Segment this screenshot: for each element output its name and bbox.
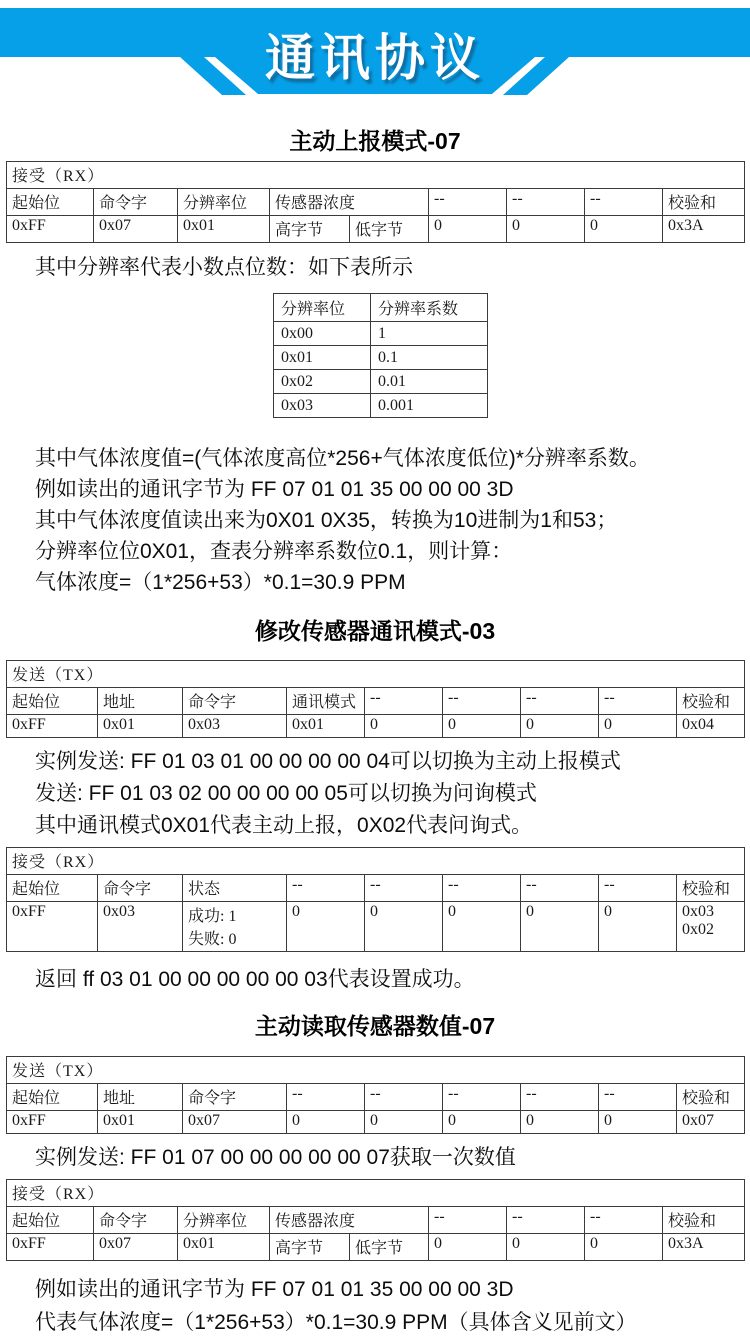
col-header: -- <box>287 1084 365 1111</box>
cell-value: 0.01 <box>371 370 488 394</box>
modify-mode-notes <box>0 746 750 842</box>
col-header: -- <box>507 1207 585 1234</box>
cell-value: 0 <box>287 1111 365 1134</box>
cell-value: 低字节 <box>350 1234 429 1261</box>
cell-value: 0x07 <box>94 216 178 243</box>
table-row <box>274 346 488 370</box>
para-line: 实例发送: FF 01 03 01 00 00 00 00 04可以切换为主动上报模式 <box>35 750 621 773</box>
section-title-read-value: 主动读取传感器数值-07 <box>254 1013 496 1039</box>
cell-value: 高字节 <box>270 1234 350 1261</box>
cell-value: 0x00 <box>274 322 371 346</box>
cell-value: 0 <box>429 1234 507 1261</box>
cell-value: 0x03 <box>274 394 371 418</box>
col-header: 分辨率位 <box>178 1207 270 1234</box>
table-row <box>7 189 745 216</box>
cell-value: 0 <box>365 1111 443 1134</box>
col-header: -- <box>599 875 677 902</box>
col-header: -- <box>443 688 521 715</box>
cell-value: 0 <box>507 216 585 243</box>
col-header: 校验和 <box>677 875 745 902</box>
col-header: -- <box>521 688 599 715</box>
note-resolution: 其中分辨率代表小数点位数：如下表所示 <box>35 256 413 279</box>
cell-value: 0 <box>365 902 443 952</box>
cell-value: 0x3A <box>663 1234 745 1261</box>
col-header: 校验和 <box>663 1207 745 1234</box>
table-row <box>274 294 488 322</box>
cell-value: 0x01 <box>274 346 371 370</box>
cell-value: 0 <box>429 216 507 243</box>
col-header: -- <box>287 875 365 902</box>
col-header: -- <box>443 1084 521 1111</box>
cell-value: 0x01 <box>178 1234 270 1261</box>
table-row <box>7 1057 745 1084</box>
col-header: 命令字 <box>98 875 183 902</box>
cell-value: 0 <box>287 902 365 952</box>
col-header: 校验和 <box>677 688 745 715</box>
section-title-report-mode: 主动上报模式-07 <box>289 128 461 154</box>
para-line: 发送: FF 01 03 02 00 00 00 00 05可以切换为问询模式 <box>35 782 537 805</box>
table-row <box>7 1234 745 1261</box>
para-line: 代表气体浓度=（1*256+53）*0.1=30.9 PPM（具体含义见前文） <box>35 1311 637 1334</box>
cell-value: 0 <box>599 902 677 952</box>
para-line: 例如读出的通讯字节为 FF 07 01 01 35 00 00 00 3D <box>35 478 514 501</box>
col-header: -- <box>429 189 507 216</box>
col-header: 分辨率系数 <box>371 294 488 322</box>
col-header: 命令字 <box>183 1084 287 1111</box>
cell-value: 0xFF <box>7 902 98 952</box>
cell-value: 0x07 <box>183 1111 287 1134</box>
table-row <box>7 1111 745 1134</box>
col-header: 起始位 <box>7 189 94 216</box>
cell-value: 0x01 <box>98 1111 183 1134</box>
para-line: 其中气体浓度值读出来为0X01 0X35，转换为10进制为1和53； <box>35 509 618 532</box>
table-row <box>7 162 745 189</box>
para-line: 分辨率位位0X01，查表分辨率系数位0.1，则计算： <box>35 540 513 563</box>
cell-value: 0x03 <box>98 902 183 952</box>
table-caption: 发送（TX） <box>7 661 745 688</box>
resolution-table <box>273 293 488 418</box>
col-header: -- <box>365 688 443 715</box>
table-row <box>7 902 745 952</box>
col-header: 分辨率位 <box>274 294 371 322</box>
cell-value: 1 <box>371 322 488 346</box>
cell-value: 0xFF <box>7 715 98 738</box>
table-row <box>274 394 488 418</box>
col-header: 地址 <box>98 688 183 715</box>
cell-value: 0 <box>521 1111 599 1134</box>
col-header: 传感器浓度 <box>270 1207 429 1234</box>
col-header: -- <box>365 875 443 902</box>
col-header: 命令字 <box>94 1207 178 1234</box>
table-row <box>7 848 745 875</box>
col-header: 通讯模式 <box>287 688 365 715</box>
col-header: -- <box>365 1084 443 1111</box>
cell-value: 0 <box>365 715 443 738</box>
tx-table-modify <box>6 660 745 738</box>
cell-value: 0 <box>585 1234 663 1261</box>
table-row <box>7 1084 745 1111</box>
cell-value: 0 <box>443 715 521 738</box>
col-header: 起始位 <box>7 688 98 715</box>
col-header: 起始位 <box>7 875 98 902</box>
para-line: 例如读出的通讯字节为 FF 07 01 01 35 00 00 00 3D <box>35 1278 514 1301</box>
col-header: 分辨率位 <box>178 189 270 216</box>
col-header: 命令字 <box>183 688 287 715</box>
calc-paragraph <box>0 443 750 598</box>
cell-value: 0x01 <box>287 715 365 738</box>
cell-value: 0.001 <box>371 394 488 418</box>
checksum-line: 0x03 <box>682 903 714 920</box>
col-header: 起始位 <box>7 1207 94 1234</box>
status-success: 成功: 1 <box>188 908 237 925</box>
page-title: 通讯协议 <box>265 30 485 86</box>
col-header: -- <box>585 189 663 216</box>
note-return-success: 返回 ff 03 01 00 00 00 00 00 03代表设置成功。 <box>35 968 475 991</box>
cell-value: 0.1 <box>371 346 488 370</box>
cell-value: 0x07 <box>677 1111 745 1134</box>
table-row <box>7 875 745 902</box>
note-send-example: 实例发送: FF 01 07 00 00 00 00 00 07获取一次数值 <box>35 1146 516 1169</box>
rx-table-report <box>6 161 745 243</box>
cell-value: 0xFF <box>7 216 94 243</box>
tx-table-read <box>6 1056 745 1134</box>
table-caption: 接受（RX） <box>7 848 745 875</box>
table-row <box>7 1180 745 1207</box>
cell-value: 0 <box>521 902 599 952</box>
para-line: 其中通讯模式0X01代表主动上报，0X02代表问询式。 <box>35 814 533 837</box>
col-header: -- <box>599 1084 677 1111</box>
col-header: 命令字 <box>94 189 178 216</box>
cell-value: 0x01 <box>178 216 270 243</box>
cell-value: 0x07 <box>94 1234 178 1261</box>
col-header: 地址 <box>98 1084 183 1111</box>
table-row <box>274 370 488 394</box>
cell-value: 高字节 <box>270 216 350 243</box>
col-header: -- <box>599 688 677 715</box>
col-header: -- <box>507 189 585 216</box>
table-row <box>274 322 488 346</box>
para-line: 气体浓度=（1*256+53）*0.1=30.9 PPM <box>35 571 406 594</box>
table-caption: 发送（TX） <box>7 1057 745 1084</box>
col-header: -- <box>585 1207 663 1234</box>
cell-value: 0 <box>521 715 599 738</box>
table-row <box>7 216 745 243</box>
cell-value: 0xFF <box>7 1234 94 1261</box>
cell-value: 0 <box>599 1111 677 1134</box>
cell-value: 0x04 <box>677 715 745 738</box>
table-row <box>7 688 745 715</box>
col-header: 状态 <box>183 875 287 902</box>
table-row <box>7 1207 745 1234</box>
cell-value: 0x03 <box>183 715 287 738</box>
table-caption: 接受（RX） <box>7 1180 745 1207</box>
checksum-line: 0x02 <box>682 921 714 938</box>
cell-value: 0 <box>443 902 521 952</box>
col-header: 传感器浓度 <box>270 189 429 216</box>
cell-value: 0 <box>507 1234 585 1261</box>
para-line: 其中气体浓度值=(气体浓度高位*256+气体浓度低位)*分辨率系数。 <box>35 447 650 470</box>
cell-checksum <box>677 902 745 952</box>
table-row <box>7 661 745 688</box>
col-header: 校验和 <box>663 189 745 216</box>
col-header: -- <box>429 1207 507 1234</box>
table-caption: 接受（RX） <box>7 162 745 189</box>
cell-value: 0 <box>585 216 663 243</box>
cell-value: 低字节 <box>350 216 429 243</box>
read-value-notes <box>0 1273 750 1339</box>
status-fail: 失败: 0 <box>188 931 237 948</box>
col-header: -- <box>443 875 521 902</box>
col-header: -- <box>521 875 599 902</box>
table-row <box>7 715 745 738</box>
rx-table-read <box>6 1179 745 1261</box>
cell-value: 0xFF <box>7 1111 98 1134</box>
col-header: 校验和 <box>677 1084 745 1111</box>
cell-value: 0x3A <box>663 216 745 243</box>
cell-value: 0 <box>599 715 677 738</box>
section-title-modify-mode: 修改传感器通讯模式-03 <box>254 618 496 644</box>
rx-table-modify-status <box>6 847 745 952</box>
cell-status <box>183 902 287 952</box>
col-header: -- <box>521 1084 599 1111</box>
col-header: 起始位 <box>7 1084 98 1111</box>
cell-value: 0x01 <box>98 715 183 738</box>
banner-ribbon <box>0 0 750 102</box>
cell-value: 0 <box>443 1111 521 1134</box>
cell-value: 0x02 <box>274 370 371 394</box>
